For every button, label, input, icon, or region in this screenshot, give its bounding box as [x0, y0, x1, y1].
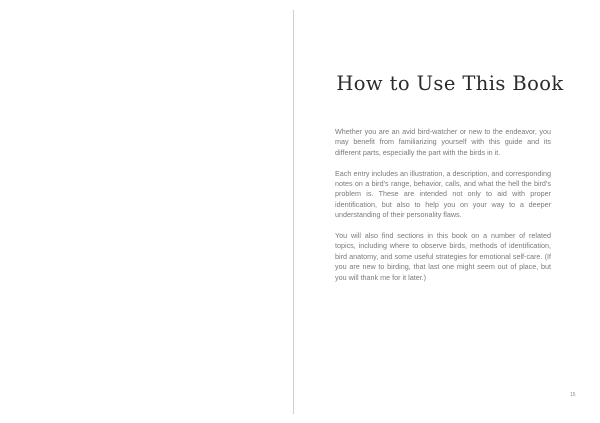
body-text [335, 127, 551, 293]
left-page-blank [0, 0, 293, 423]
paragraph-sections: You will also find sections in this book on a number of related topics, including where to observe birds, methods of identification, bird anatomy, and some useful strategies for emotional self-care. (If you are new to birding, that last one might seem out of place, but you will thank me for it later.) [335, 231, 551, 282]
page-title: How to Use This Book [336, 72, 564, 95]
paragraph-entries: Each entry includes an illustration, a description, and corresponding notes on a bird’s range, behavior, calls, and what the hell the bird’s problem is. These are intended not only to aid with proper identification, but also to help you on your way to a deeper understanding of their personality flaws. [335, 168, 551, 220]
page-number: 15 [570, 392, 576, 398]
paragraph-intro: Whether you are an avid bird-watcher or new to the endeavor, you may benefit from familiarizing yourself with this guide and its different parts, especially the part with the birds in it. [335, 127, 551, 157]
right-page [294, 0, 600, 423]
